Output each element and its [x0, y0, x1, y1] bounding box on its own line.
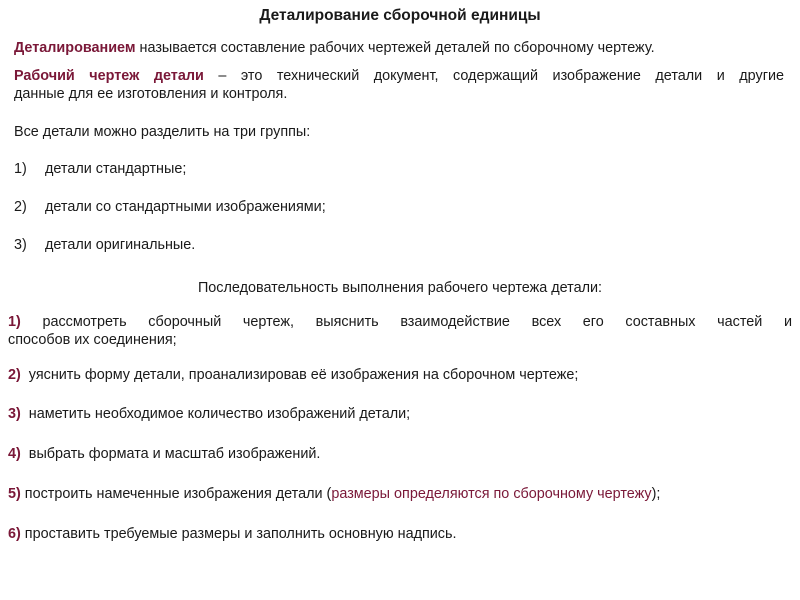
step-text: рассмотреть сборочный чертеж, выяснить взаимодействие всех его составных частей и — [20, 314, 792, 330]
sequence-step — [8, 485, 660, 503]
step-number: 5) — [8, 486, 21, 502]
sequence-step-line-1 — [8, 313, 792, 331]
step-text: построить намеченные изображения детали ( — [20, 486, 332, 502]
step-text: выбрать формата и масштаб изображений. — [28, 446, 321, 462]
page-title: Деталирование сборочной единицы — [259, 7, 541, 24]
sequence-step — [8, 313, 792, 349]
definition-1-term: Деталированием — [14, 40, 136, 56]
sequence-step-line-2: способов их соединения; — [8, 332, 177, 348]
sequence-step — [8, 525, 457, 543]
group-item-text: детали оригинальные. — [45, 237, 196, 253]
step-text: наметить необходимое количество изображений детали; — [28, 406, 411, 422]
group-item — [14, 198, 326, 216]
step-number: 1) — [8, 314, 21, 330]
step-text: проставить требуемые размеры и заполнить основную надпись. — [20, 526, 457, 542]
sequence-heading: Последовательность выполнения рабочего чертежа детали: — [197, 280, 603, 296]
group-item-number: 2) — [14, 199, 27, 215]
step-number: 4) — [8, 446, 21, 462]
step-tail: ); — [651, 486, 661, 502]
step-number: 2) — [8, 367, 21, 383]
group-item-text: детали со стандартными изображениями; — [45, 199, 326, 215]
group-item — [14, 160, 186, 178]
group-item — [14, 236, 195, 254]
step-highlight: размеры определяются по сборочному чертежу — [331, 486, 652, 502]
sequence-step — [8, 405, 410, 423]
sequence-step — [8, 445, 320, 463]
sequence-step — [8, 366, 578, 384]
step-text: уяснить форму детали, проанализировав её изображения на сборочном чертеже; — [28, 367, 579, 383]
step-number: 3) — [8, 406, 21, 422]
definition-2 — [14, 67, 784, 103]
definition-1 — [14, 39, 655, 57]
definition-2-term: Рабочий чертеж детали — [14, 68, 204, 84]
groups-intro: Все детали можно разделить на три группы: — [14, 124, 311, 140]
definition-1-text: называется составление рабочих чертежей деталей по сборочному чертежу. — [135, 40, 655, 56]
group-item-number: 1) — [14, 161, 27, 177]
group-item-text: детали стандартные; — [45, 161, 187, 177]
group-item-number: 3) — [14, 237, 27, 253]
definition-2-line-2: данные для ее изготовления и контроля. — [14, 86, 288, 102]
definition-2-line-1 — [14, 67, 784, 85]
step-number: 6) — [8, 526, 21, 542]
definition-2-text: – это технический документ, содержащий изображение детали и другие — [203, 68, 784, 84]
